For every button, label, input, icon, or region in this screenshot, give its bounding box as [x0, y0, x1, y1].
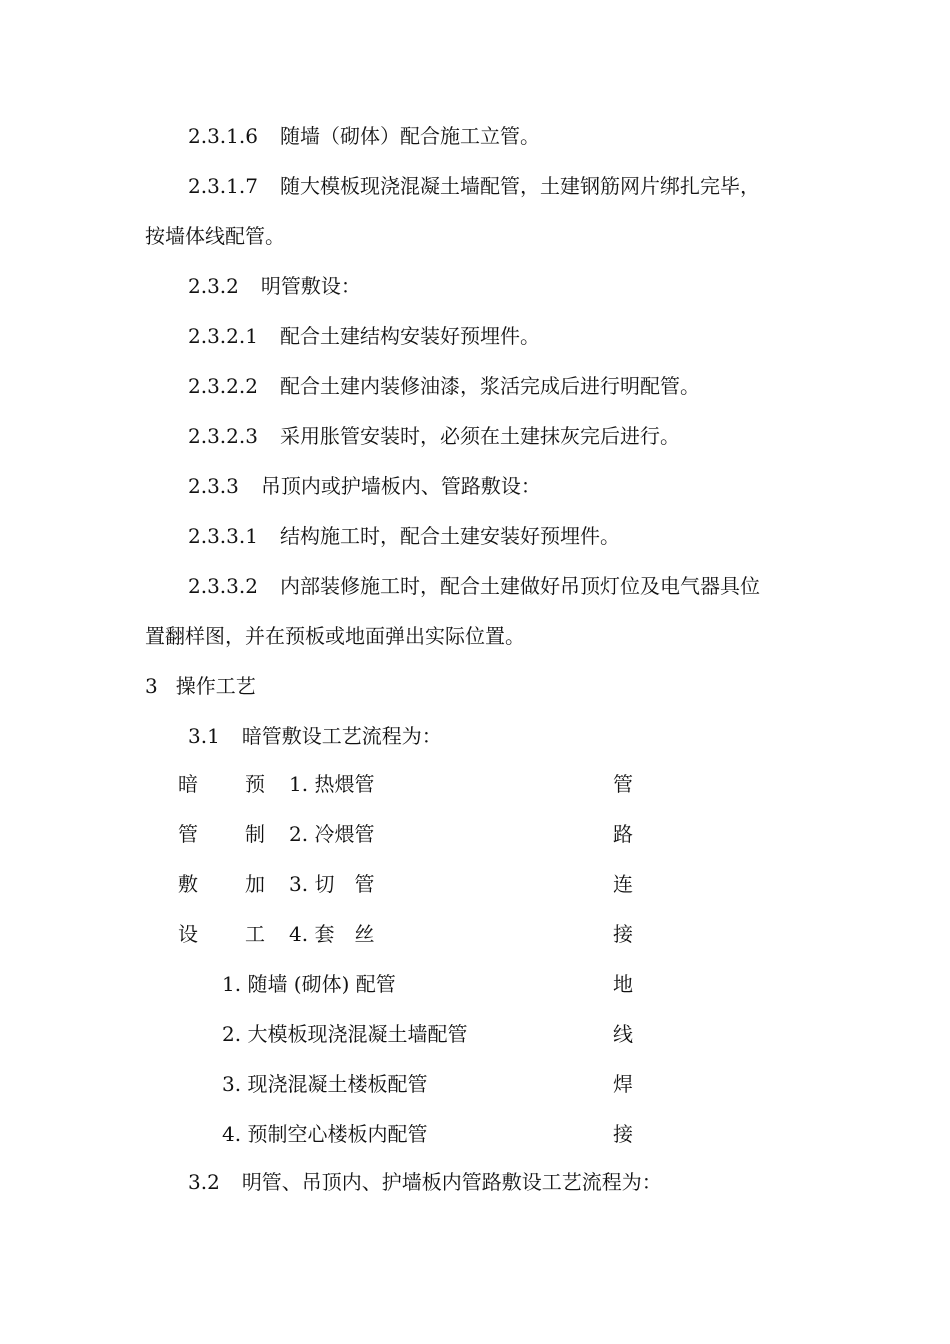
flow-left-char: 设	[178, 922, 198, 946]
paragraph-2-3-2-1	[188, 322, 540, 350]
heading-2-3-2	[188, 272, 361, 300]
flow-prep-step: 1. 热煨管	[289, 772, 375, 796]
flow-mid-char: 制	[245, 822, 265, 846]
flow-right-char: 接	[613, 922, 633, 946]
section-number: 2.3.2.2	[188, 374, 258, 398]
flow-pipe-step: 1. 随墙 (砌体) 配管	[222, 972, 396, 996]
flow-right-char: 线	[613, 1022, 633, 1046]
flow-left-char: 管	[178, 822, 198, 846]
heading-section-3	[145, 672, 256, 700]
paragraph-text: 内部装修施工时，配合土建做好吊顶灯位及电气器具位	[279, 574, 760, 598]
section-number: 2.3.1.6	[188, 124, 258, 148]
heading-text: 明管敷设：	[260, 274, 361, 298]
section-number: 3.2	[188, 1170, 220, 1194]
paragraph-text: 配合土建内装修油漆，浆活完成后进行明配管。	[279, 374, 700, 398]
heading-text: 明管、吊顶内、护墙板内管路敷设工艺流程为：	[241, 1170, 662, 1194]
paragraph-text: 按墙体线配管。	[145, 224, 285, 248]
flow-mid-char: 加	[245, 872, 265, 896]
section-number: 2.3.2.3	[188, 424, 258, 448]
paragraph-continuation	[145, 622, 525, 650]
flow-mid-char: 工	[245, 922, 265, 946]
paragraph-2-3-2-2	[188, 372, 700, 400]
flow-right-char: 连	[613, 872, 633, 896]
flow-pipe-step: 3. 现浇混凝土楼板配管	[222, 1072, 428, 1096]
flow-pipe-step: 2. 大模板现浇混凝土墙配管	[222, 1022, 468, 1046]
section-number: 3.1	[188, 724, 220, 748]
section-number: 2.3.2.1	[188, 324, 258, 348]
paragraph-2-3-1-6	[188, 122, 540, 150]
heading-text: 吊顶内或护墙板内、管路敷设：	[260, 474, 541, 498]
section-number: 2.3.3	[188, 474, 239, 498]
paragraph-text: 随大模板现浇混凝土墙配管，土建钢筋网片绑扎完毕，	[279, 174, 760, 198]
flow-right-char: 地	[613, 972, 633, 996]
paragraph-text: 采用胀管安装时，必须在土建抹灰完后进行。	[279, 424, 680, 448]
flow-prep-step: 3. 切 管	[289, 872, 375, 896]
flow-prep-step: 2. 冷煨管	[289, 822, 375, 846]
section-number: 2.3.2	[188, 274, 239, 298]
section-number: 2.3.3.2	[188, 574, 258, 598]
flow-right-char: 焊	[613, 1072, 633, 1096]
flow-left-char: 暗	[178, 772, 198, 796]
heading-3-1	[188, 722, 442, 750]
section-number: 3	[145, 674, 158, 698]
paragraph-2-3-3-1	[188, 522, 620, 550]
flow-prep-step: 4. 套 丝	[289, 922, 375, 946]
heading-text: 操作工艺	[175, 674, 256, 698]
paragraph-2-3-1-7	[188, 172, 760, 200]
flow-right-char: 路	[613, 822, 633, 846]
flow-right-char: 接	[613, 1122, 633, 1146]
heading-text: 暗管敷设工艺流程为：	[241, 724, 442, 748]
section-number: 2.3.3.1	[188, 524, 258, 548]
paragraph-2-3-3-2	[188, 572, 760, 600]
paragraph-text: 随墙（砌体）配合施工立管。	[279, 124, 540, 148]
paragraph-text: 配合土建结构安装好预埋件。	[279, 324, 540, 348]
paragraph-text: 结构施工时，配合土建安装好预埋件。	[279, 524, 620, 548]
paragraph-text: 置翻样图，并在预板或地面弹出实际位置。	[145, 624, 525, 648]
section-number: 2.3.1.7	[188, 174, 258, 198]
flow-left-char: 敷	[178, 872, 198, 896]
paragraph-continuation	[145, 222, 285, 250]
heading-2-3-3	[188, 472, 541, 500]
paragraph-2-3-2-3	[188, 422, 680, 450]
heading-3-2	[188, 1168, 662, 1196]
flow-mid-char: 预	[245, 772, 265, 796]
flow-pipe-step: 4. 预制空心楼板内配管	[222, 1122, 428, 1146]
flow-right-char: 管	[613, 772, 633, 796]
